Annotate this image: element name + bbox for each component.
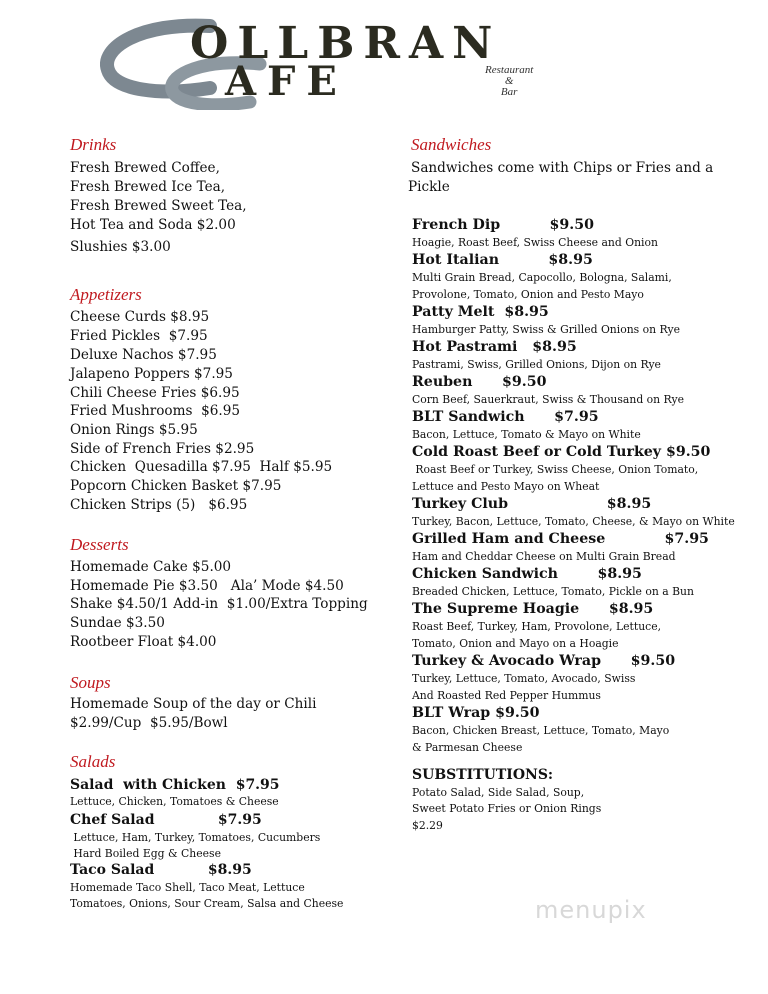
- menu-item-name: Taco Salad $8.95: [70, 862, 252, 878]
- menu-item-name: The Supreme Hoagie $8.95: [412, 601, 654, 617]
- menu-item-name: Patty Melt $8.95: [412, 304, 549, 320]
- menu-line: Homemade Pie $3.50 Ala’ Mode $4.50: [70, 578, 344, 594]
- menu-line: Chicken Strips (5) $6.95: [70, 497, 248, 513]
- sandwiches-intro: Pickle: [408, 179, 450, 195]
- menu-item-desc: Breaded Chicken, Lettuce, Tomato, Pickle on a Bun: [412, 585, 694, 598]
- watermark: menupix: [535, 896, 647, 924]
- menu-line: Shake $4.50/1 Add-in $1.00/Extra Topping: [70, 596, 368, 612]
- menu-line: Fresh Brewed Coffee,: [70, 160, 220, 176]
- menu-item-desc: Corn Beef, Sauerkraut, Swiss & Thousand on Rye: [412, 393, 684, 406]
- menu-line: Fresh Brewed Sweet Tea,: [70, 198, 247, 214]
- soups-heading: Soups: [70, 673, 111, 692]
- menu-item-desc: Hamburger Patty, Swiss & Grilled Onions on Rye: [412, 323, 680, 336]
- menu-line: Hot Tea and Soda $2.00: [70, 217, 236, 233]
- sandwich-item: [412, 495, 735, 530]
- menu-item-desc: Lettuce and Pesto Mayo on Wheat: [412, 480, 600, 493]
- sandwich-list: [412, 216, 735, 756]
- menu-item-desc: Tomatoes, Onions, Sour Cream, Salsa and Cheese: [70, 897, 344, 910]
- menu-item-desc: Multi Grain Bread, Capocollo, Bologna, Salami,: [412, 271, 672, 284]
- menu-item-name: Hot Pastrami $8.95: [412, 339, 577, 355]
- salads-heading: Salads: [70, 752, 116, 771]
- drinks-heading: Drinks: [70, 135, 117, 154]
- menu-item-desc: Turkey, Bacon, Lettuce, Tomato, Cheese, & Mayo on White: [412, 515, 735, 528]
- menu-item-desc: Hoagie, Roast Beef, Swiss Cheese and Onion: [412, 236, 658, 249]
- sandwiches-heading: Sandwiches: [411, 135, 492, 154]
- menu-item-name: BLT Sandwich $7.95: [412, 409, 599, 425]
- menu-line: Popcorn Chicken Basket $7.95: [70, 478, 282, 494]
- menu-line: Fried Mushrooms $6.95: [70, 403, 241, 419]
- menu-item-desc: Bacon, Lettuce, Tomato & Mayo on White: [412, 428, 641, 441]
- menu-line: Slushies $3.00: [70, 239, 171, 255]
- menu-item-name: Hot Italian $8.95: [412, 252, 593, 268]
- sandwich-item: [412, 565, 735, 600]
- substitutions-heading: SUBSTITUTIONS:: [412, 767, 554, 783]
- menu-item-name: Turkey & Avocado Wrap $9.50: [412, 653, 676, 669]
- menu-item-name: Salad with Chicken $7.95: [70, 777, 280, 793]
- menu-item-desc: Roast Beef, Turkey, Ham, Provolone, Lettuce,: [412, 620, 662, 633]
- desserts-heading: Desserts: [70, 535, 129, 554]
- menu-line: Onion Rings $5.95: [70, 422, 198, 438]
- menu-item-desc: & Parmesan Cheese: [412, 741, 523, 754]
- menu-item-name: Chicken Sandwich $8.95: [412, 566, 642, 582]
- sandwich-item: [412, 530, 735, 565]
- sandwich-item: [412, 652, 735, 704]
- sandwich-item: [412, 338, 735, 373]
- menu-line: Chicken Quesadilla $7.95 Half $5.95: [70, 459, 333, 475]
- substitutions-line: Potato Salad, Side Salad, Soup,: [412, 786, 585, 799]
- menu-line: Sundae $3.50: [70, 615, 165, 631]
- menu-item-desc: Pastrami, Swiss, Grilled Onions, Dijon on Rye: [412, 358, 661, 371]
- cafe-logo: [100, 10, 660, 110]
- menu-line: Cheese Curds $8.95: [70, 309, 210, 325]
- menu-line: Homemade Soup of the day or Chili: [70, 696, 317, 712]
- menu-item-name: Grilled Ham and Cheese $7.95: [412, 531, 709, 547]
- menu-item-desc: Roast Beef or Turkey, Swiss Cheese, Onion Tomato,: [412, 463, 699, 476]
- menu-line: Rootbeer Float $4.00: [70, 634, 217, 650]
- menu-line: Chili Cheese Fries $6.95: [70, 385, 240, 401]
- menu-line: Homemade Cake $5.00: [70, 559, 232, 575]
- menu-item-name: Reuben $9.50: [412, 374, 547, 390]
- sandwich-item: [412, 408, 735, 443]
- appetizers-heading: Appetizers: [70, 285, 142, 304]
- menu-item-desc: Homemade Taco Shell, Taco Meat, Lettuce: [70, 881, 305, 894]
- menu-line: Side of French Fries $2.95: [70, 441, 255, 457]
- menu-item-desc: Lettuce, Chicken, Tomatoes & Cheese: [70, 795, 279, 808]
- logo-line-2: AFE: [225, 58, 348, 105]
- sandwich-item: [412, 303, 735, 338]
- sandwich-item: [412, 251, 735, 303]
- menu-item-desc: Lettuce, Ham, Turkey, Tomatoes, Cucumbers: [70, 831, 321, 844]
- menu-item-name: French Dip $9.50: [412, 217, 594, 233]
- sandwich-item: [412, 704, 735, 756]
- menu-item-desc: Tomato, Onion and Mayo on a Hoagie: [412, 637, 619, 650]
- menu-item-desc: Turkey, Lettuce, Tomato, Avocado, Swiss: [412, 672, 636, 685]
- menu-item-name: Chef Salad $7.95: [70, 812, 262, 828]
- sandwich-item: [412, 600, 735, 652]
- menu-item-desc: Provolone, Tomato, Onion and Pesto Mayo: [412, 288, 644, 301]
- menu-item-name: Cold Roast Beef or Cold Turkey $9.50: [412, 444, 711, 460]
- substitutions-price: $2.29: [412, 819, 443, 832]
- menu-item-desc: Ham and Cheddar Cheese on Multi Grain Bread: [412, 550, 676, 563]
- menu-line: Fresh Brewed Ice Tea,: [70, 179, 226, 195]
- sandwiches-intro: Sandwiches come with Chips or Fries and a: [411, 160, 714, 176]
- menu-line: Deluxe Nachos $7.95: [70, 347, 217, 363]
- sandwich-item: [412, 443, 735, 495]
- logo-tagline: Restaurant & Bar: [485, 64, 534, 98]
- menu-item-name: Turkey Club $8.95: [412, 496, 652, 512]
- menu-item-desc: And Roasted Red Pepper Hummus: [412, 689, 601, 702]
- sandwich-item: [412, 216, 735, 251]
- substitutions-line: Sweet Potato Fries or Onion Rings: [412, 802, 602, 815]
- logo-line-1: OLLBRAN: [190, 18, 502, 69]
- menu-line: $2.99/Cup $5.95/Bowl: [70, 715, 228, 731]
- menu-line: Jalapeno Poppers $7.95: [70, 366, 233, 382]
- menu-item-name: BLT Wrap $9.50: [412, 705, 540, 721]
- menu-line: Fried Pickles $7.95: [70, 328, 208, 344]
- sandwich-item: [412, 373, 735, 408]
- menu-item-desc: Bacon, Chicken Breast, Lettuce, Tomato, Mayo: [412, 724, 670, 737]
- menu-item-desc: Hard Boiled Egg & Cheese: [70, 847, 221, 860]
